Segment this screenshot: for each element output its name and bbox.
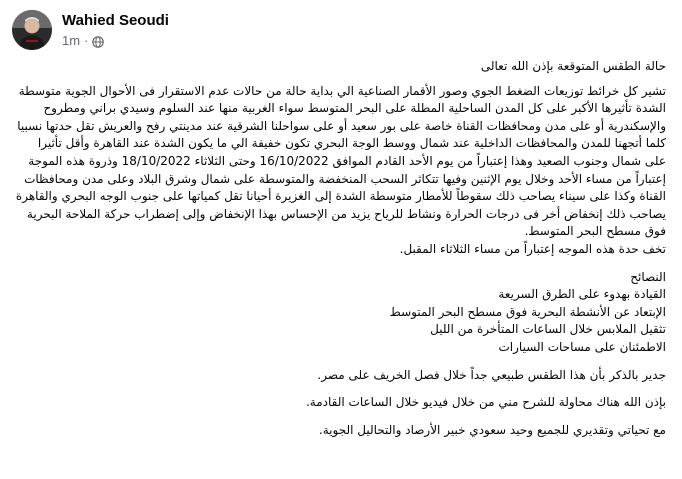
advice-item: الاطمئنان على مساحات السيارات [498,339,666,354]
post-meta [62,11,169,49]
post-title: حالة الطقس المتوقعة بإذن الله تعالى [480,59,666,73]
separator-dot: · [84,33,89,48]
post-header [12,8,169,52]
advice-item: تثقيل الملابس خلال الساعات المتأخرة من الليل [430,322,666,337]
note-paragraph: جدير بالذكر بأن هذا الطقس طبيعي جداً خلال فصل الخريف على مصر. [317,367,666,382]
signoff-paragraph: مع تحياتي وتقديري للجميع وحيد سعودي خبير الأرصاد والتحاليل الجوية. [318,422,666,437]
video-paragraph: بإذن الله هناك محاولة للشرح مني من خلال فيديو خلال الساعات القادمة. [305,395,666,410]
avatar[interactable] [12,10,52,50]
advice-item: الإبتعاد عن الأنشطة البحرية فوق مسطح البحر المتوسط [389,304,666,319]
ending-paragraph: تخف حدة هذه الموجه إعتباراً من مساء الثلاثاء المقبل. [399,241,666,256]
advice-title: النصائح [630,269,666,284]
post-time[interactable]: 1m [62,33,81,48]
globe-icon[interactable] [92,35,104,47]
post-subline [62,32,169,49]
profile-photo-icon [12,10,52,50]
post-body [0,58,682,439]
forecast-paragraph: تشير كل خرائط توزيعات الضغط الجوي وصور الأقمار الصناعية الي بداية حالة من حالات عدم الاستقرار فى الأحوال الجوية متوسطة الشدة تأثيرها الأكبر على كل المدن الساحلية المطلة على البحر المتوسط سواء الغربية منها عند السلوم وسيدي براني ومطروح والإسكندرية أو على مدن ومحافظات القناة خاصة على بور سعيد أو على سواحلنا الشرقية عند مدينتي رفح والعريش تقل حدتها نسبيا كلما أتجهنا للمدن والمحافظات الداخلية عند شمال ووسط الوجة البحري تكون خفيفة الي ما يكون الشدة عند القاهرة وأقل تأثيرا على شمال وجنوب الصعيد وهذا إعتباراً من يوم الأحد القادم الموافق 16/10/2022 وحتى الثلاثاء 18/10/2022 وذروة هذه الموجة إعتباراً من مساء الأحد وخلال يوم الإثنين وفيها تتكاثر السحب المنخفضة والمتوسطة على شمال وشرق البلاد وعلى مدن ومحافظات القناة وكذا على سيناء يصاحب ذلك سقوطاً للأمطار متوسطة الشدة إلى الغزيرة أحيانا تقل كمياتها على جنوب الوجه البحري والقاهرة يصاحب ذلك إنخفاض أخر فى درجات الحرارة ونشاط للرياح يزيد من الإحساس بهذا الإنخفاض وإلى إضطراب حركة الملاحة البحرية فوق مسطح البحر المتوسط. [15,83,666,239]
advice-item: القيادة بهدوء على الطرق السريعة [498,287,666,302]
author-name[interactable]: Wahied Seoudi [62,12,169,29]
